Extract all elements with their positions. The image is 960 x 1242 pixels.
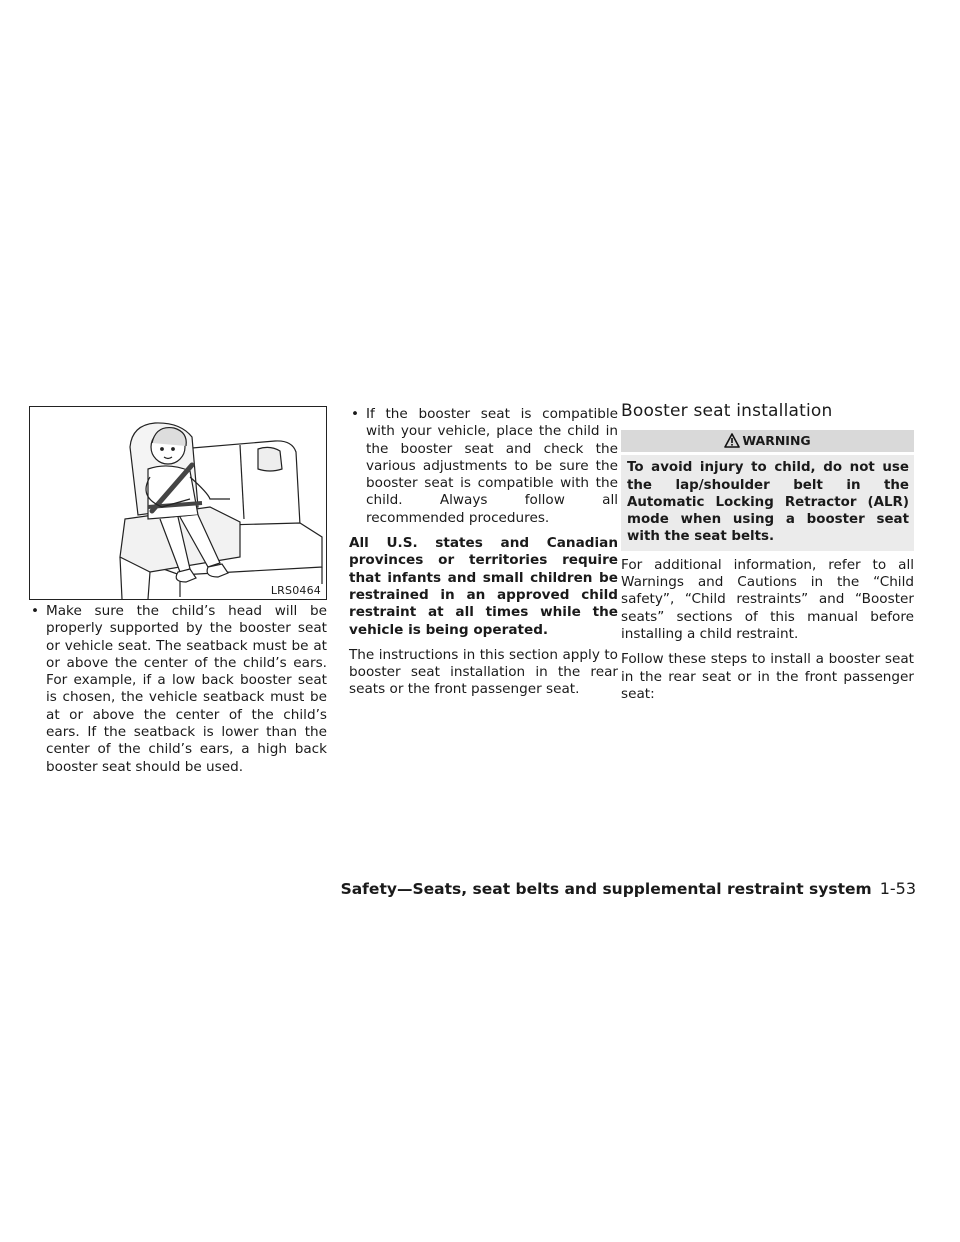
figure <box>29 406 327 600</box>
bullet-text: Make sure the child’s head will be properly supported by the booster seat or vehicle seat. The seatback must be at or above the center of the child’s ears. For example, if a low back booster seat is chosen, the vehicle seatback must be at or above the center of the child’s ears. If the seatback is lower than the center of the child’s ears, a high back booster seat should be used. <box>46 603 327 775</box>
column-2 <box>349 406 618 707</box>
column-1 <box>29 603 327 776</box>
bullet-text: If the booster seat is compatible with your vehicle, place the child in the booster seat and check the various adjustments to be sure the booster seat is compatible with the child. Always follow all recommended procedures. <box>366 406 618 526</box>
warning-text: To avoid injury to child, do not use the lap/shoulder belt in the Automatic Locking Retractor (ALR) mode when using a booster seat with the seat belts. <box>621 455 914 550</box>
instructions-paragraph: The instructions in this section apply to booster seat installation in the rear seats or the front passenger seat. <box>349 646 618 698</box>
legal-requirement-paragraph: All U.S. states and Canadian provinces or territories require that infants and small children be restrained in an approved child restraint at all times while the vehicle is being operated. <box>349 535 618 638</box>
bullet-item <box>29 603 327 776</box>
figure-code: LRS0464 <box>270 584 321 597</box>
warning-header <box>621 430 914 452</box>
additional-info-paragraph: For additional information, refer to all Warnings and Cautions in the “Child safety”, “Child restraints” and “Booster seats” sections of this manual before installing a child restraint. <box>621 556 914 642</box>
bullet-dot: • <box>31 603 40 619</box>
child-in-booster-seat-illustration <box>30 407 327 600</box>
warning-triangle-icon <box>724 433 740 448</box>
warning-label: WARNING <box>742 433 811 449</box>
page-footer <box>341 879 916 898</box>
chapter-title: Safety—Seats, seat belts and supplemental restraint system <box>340 880 872 898</box>
section-heading: Booster seat installation <box>621 401 833 421</box>
bullet-dot: • <box>351 406 360 422</box>
steps-intro-paragraph: Follow these steps to install a booster seat in the rear seat or in the front passenger seat: <box>621 651 914 702</box>
page-number: 1-53 <box>879 879 916 898</box>
bullet-item <box>349 406 618 527</box>
column-3 <box>621 403 914 711</box>
